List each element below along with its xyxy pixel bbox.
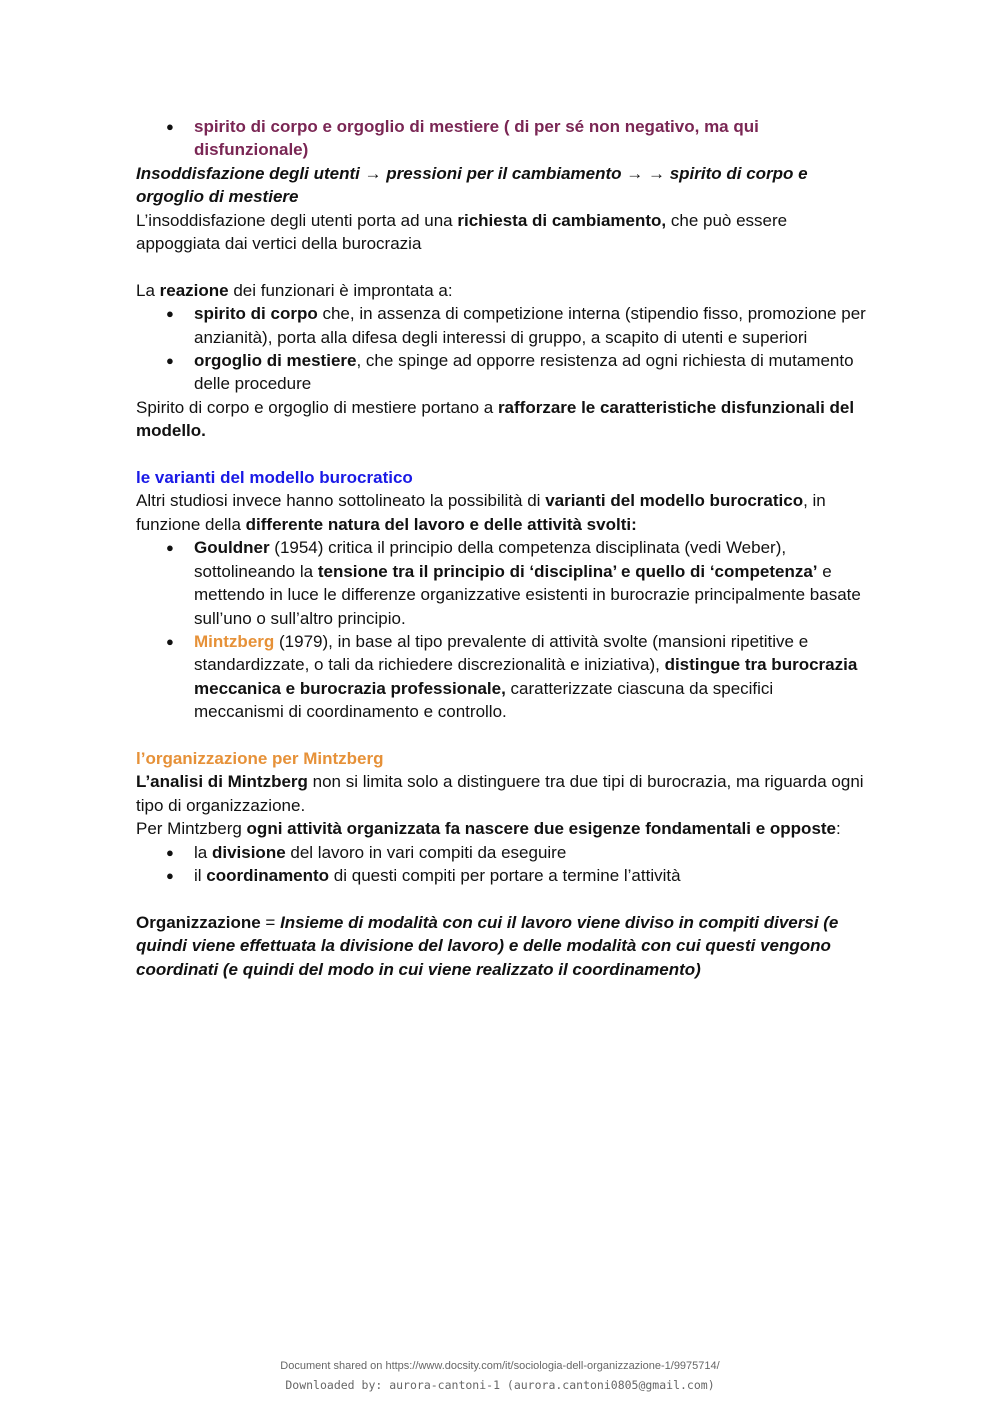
- chain-heading: Insoddisfazione degli utenti → pressioni per il cambiamento → → spirito di corpo e orgoglio di mestiere: [136, 163, 808, 207]
- list-item: ● orgoglio di mestiere, che spinge ad opporre resistenza ad ogni richiesta di mutamento delle procedure: [136, 349, 866, 396]
- list-item: ● la divisione del lavoro in vari compiti da eseguire: [136, 841, 866, 864]
- definition-organizzazione: Organizzazione = Insieme di modalità con cui il lavoro viene diviso in compiti diversi (e quindi viene effettuata la divisione del lavoro) e delle modalità con cui questi vengono coordinati (e quindi del modo in cui viene realizzato il coordinamento): [136, 912, 839, 979]
- list-item: ● spirito di corpo che, in assenza di competizione interna (stipendio fisso, promozione per anzianità), porta alla difesa degli interessi di gruppo, a scapito di utenti e superiori: [136, 302, 866, 349]
- list-item: [136, 115, 866, 162]
- footer-shared-link[interactable]: Document shared on https://www.docsity.com/it/sociologia-dell-organizzazione-1/9975714/: [280, 1360, 720, 1372]
- paragraph-reaction: La reazione dei funzionari è improntata a:: [136, 280, 453, 300]
- list-item-mintzberg: ● Mintzberg (1979), in base al tipo prevalente di attività svolte (mansioni ripetitive e standardizzate, o tali da richiedere discrezionalità e iniziativa), distingue tra burocrazia meccanica e burocrazia professionale, caratterizzate ciascuna da specifici meccanismi di coordinamento e controllo.: [136, 630, 866, 724]
- reaction-bullet-list: [136, 302, 866, 396]
- needs-bullet-list: [136, 841, 866, 888]
- list-item-gouldner: ● Gouldner (1954) critica il principio della competenza disciplinata (vedi Weber), sottolineando la tensione tra il principio di ‘disciplina’ e quello di ‘competenza’ e mettendo in luce le differenze organizzative esistenti in burocrazie principalmente basate sull’uno o sull’altro principio.: [136, 536, 866, 630]
- paragraph-dysfunction: Spirito di corpo e orgoglio di mestiere portano a rafforzare le caratteristiche disfunzionali del modello.: [136, 397, 855, 441]
- highlighted-bullet-text: spirito di corpo e orgoglio di mestiere ( di per sé non negativo, ma qui disfunzionale): [194, 117, 759, 160]
- paragraph-user-dissatisfaction: L’insoddisfazione degli utenti porta ad una richiesta di cambiamento, che può essere appoggiata dai vertici della burocrazia: [136, 210, 788, 254]
- footer-downloaded-by: Downloaded by: aurora-cantoni-1 (aurora.cantoni0805@gmail.com): [285, 1378, 715, 1392]
- paragraph-mintzberg-analysis: L’analisi di Mintzberg non si limita solo a distinguere tra due tipi di burocrazia, ma riguarda ogni tipo di organizzazione.: [136, 772, 864, 815]
- authors-bullet-list: [136, 536, 866, 723]
- top-bullet-list: [136, 115, 866, 162]
- paragraph-needs: Per Mintzberg ogni attività organizzata fa nascere due esigenze fondamentali e opposte:: [136, 819, 841, 839]
- section-heading-varianti: le varianti del modello burocratico: [136, 468, 413, 488]
- list-item: ● il coordinamento di questi compiti per portare a termine l’attività: [136, 864, 866, 887]
- document-page: [136, 115, 866, 981]
- section-heading-mintzberg: l’organizzazione per Mintzberg: [136, 748, 384, 768]
- paragraph-variants: Altri studiosi invece hanno sottolineato la possibilità di varianti del modello burocratico, in funzione della differente natura del lavoro e delle attività svolti:: [136, 491, 826, 534]
